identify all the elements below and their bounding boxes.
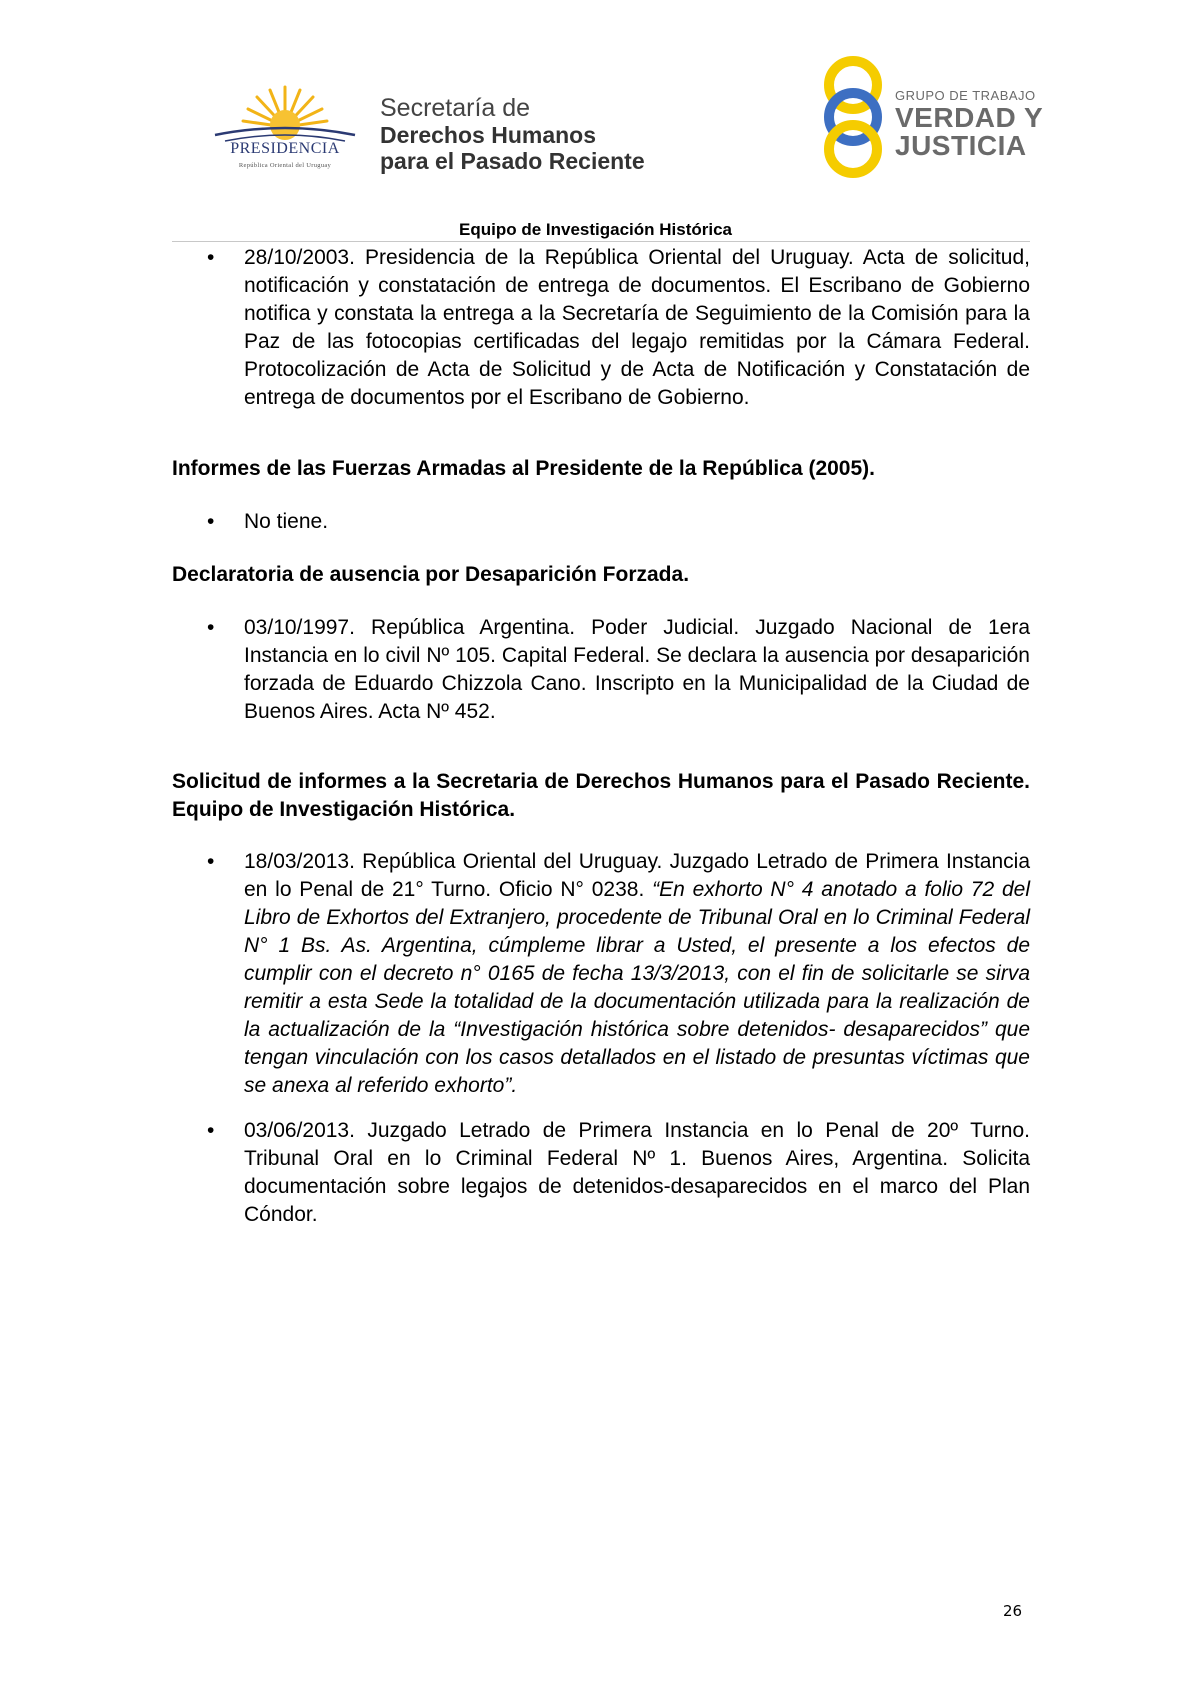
list-item-text: 03/06/2013. Juzgado Letrado de Primera Instancia en lo Penal de 20º Turno. Tribunal Oral en lo Criminal Federal Nº 1. Buenos Aires, Argentina. Solicita documentación sobre legajos de detenidos-desaparecidos en el marco del Plan Cóndor. [244,1119,1030,1226]
list-item-text: 18/03/2013. República Oriental del Uruguay. Juzgado Letrado de Primera Instancia en lo Penal de 21° Turno. Oficio N° 0238. [244,850,1030,901]
secretaria-logo-text [380,95,645,174]
bullet-marker: • [207,616,215,639]
list-item-text: 28/10/2003. Presidencia de la República Oriental del Uruguay. Acta de solicitud, notificación y constatación de entrega de documentos. El Escribano de Gobierno notifica y constata la entrega a la Secretaría de Seguimiento de la Comisión para la Paz de las fotocopias certificadas del legajo remitidas por la Cámara Federal. Protocolización de Acta de Solicitud y de Acta de Notificación y Constatación de entrega de documentos por el Escribano de Gobierno. [244,246,1030,409]
secretaria-line-1: Secretaría de [380,94,531,122]
list-item-text: 03/10/1997. República Argentina. Poder Judicial. Juzgado Nacional de 1era Instancia en lo civil Nº 105. Capital Federal. Se declara la ausencia por desaparición forzada de Eduardo Chizzola Cano. Inscripto en la Municipalidad de la Ciudad de Buenos Aires. Acta Nº 452. [244,616,1030,723]
verdad-justicia-text [895,88,1043,160]
secretaria-line-3: para el Pasado Reciente [380,148,645,174]
section-heading: Informes de las Fuerzas Armadas al Presidente de la República (2005). [172,457,875,480]
header-divider [172,241,1030,242]
page-header [0,0,1191,215]
sun-emblem-icon [210,85,360,145]
document-body [172,244,1030,1229]
vj-line-2: VERDAD Y [895,102,1044,133]
team-title: Equipo de Investigación Histórica [459,220,732,239]
secretaria-line-2: Derechos Humanos [380,122,597,148]
list-item [172,848,1030,1100]
presidencia-name: PRESIDENCIA [230,140,340,157]
list-item [172,508,1030,536]
list-item [172,614,1030,726]
vj-line-3: JUSTICIA [895,130,1027,161]
page-number: 26 [1003,1602,1023,1620]
section-heading: Declaratoria de ausencia por Desaparición Forzada. [172,563,690,586]
list-item [172,244,1030,412]
quoted-text: “En exhorto N° 4 anotado a folio 72 del Libro de Exhortos del Extranjero, procedente de Tribunal Oral en lo Criminal Federal N° 1 Bs. As. Argentina, cúmpleme librar a Usted, el presente a los efectos de cumplir con el decreto n° 0165 de fecha 13/3/2013, con el fin de solicitarle se sirva remitir a esta Sede la totalidad de la documentación utilizada para la realización de la actualización de la “Investigación histórica sobre detenidos- desaparecidos” que tengan vinculación con los casos detallados en el listado de presuntas víctimas que se anexa al referido exhorto”. [244,878,1030,1097]
presidencia-logo [210,85,360,175]
bullet-marker: • [207,246,215,269]
list-item-text: No tiene. [244,510,329,533]
vj-line-1: GRUPO DE TRABAJO [895,88,1036,103]
bullet-marker: • [207,1119,215,1142]
presidencia-subtitle: República Oriental del Uruguay [238,162,332,169]
bullet-marker: • [207,850,215,873]
bullet-marker: • [207,510,215,533]
list-item [172,1117,1030,1229]
section-heading: Solicitud de informes a la Secretaria de Derechos Humanos para el Pasado Reciente. Equipo de Investigación Histórica. [172,770,1030,821]
